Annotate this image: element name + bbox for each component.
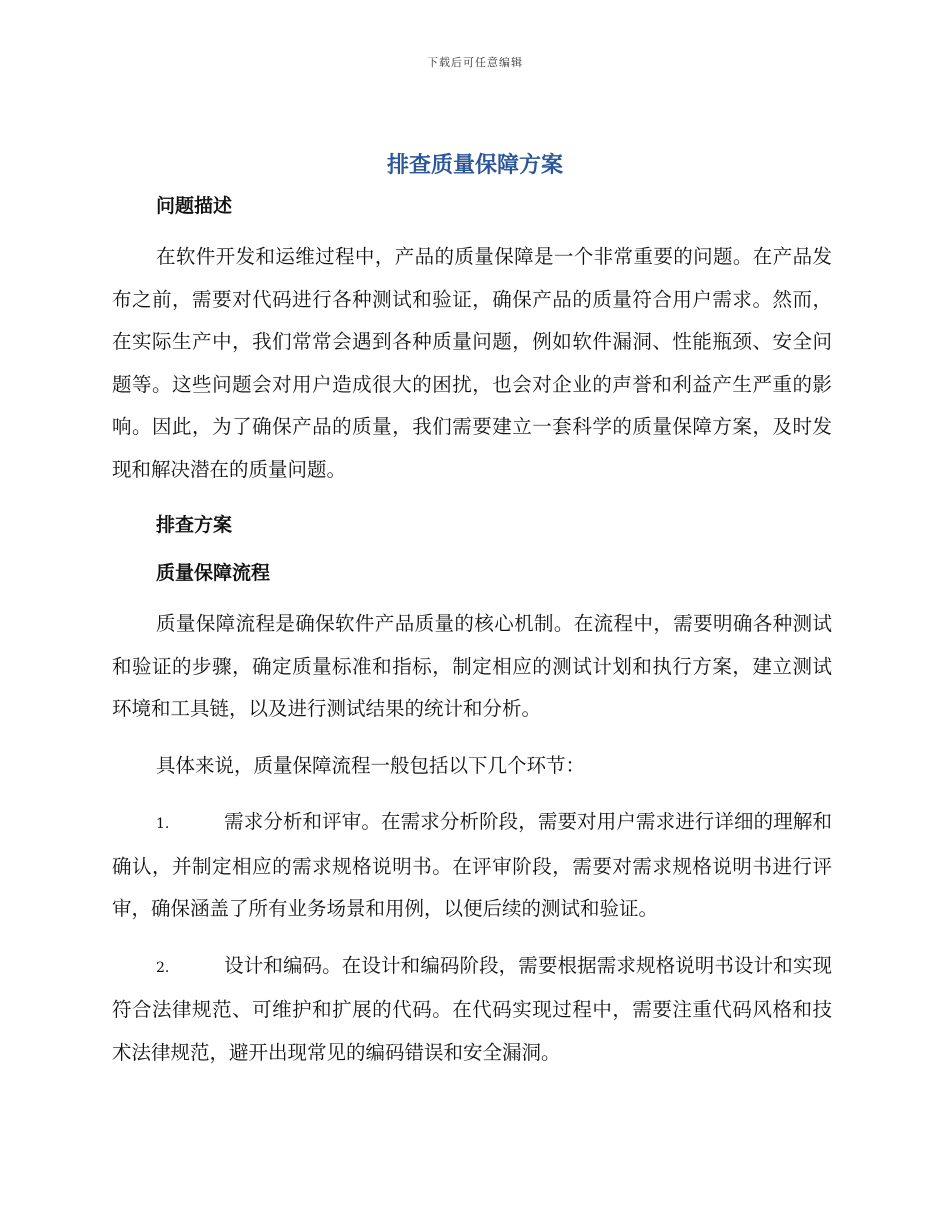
list-item-text: 设计和编码。在设计和编码阶段，需要根据需求规格说明书设计和实现符合法律规范、可维护和扩展的代码。在代码实现过程中，需要注重代码风格和技术法律规范，避开出现常见的编码错误和安全漏洞。 [112,953,832,1064]
page-header-note: 下载后可任意编辑 [427,56,523,69]
section-heading-process: 质量保障流程 [156,562,271,584]
list-item-number: 1. [156,816,170,832]
document-body [112,188,832,1074]
list-item-number: 2. [156,959,170,976]
section-heading-plan: 排查方案 [156,514,233,536]
paragraph-process: 质量保障流程是确保软件产品质量的核心机制。在流程中，需要明确各种测试和验证的步骤，确定质量标准和指标，制定相应的测试计划和执行方案，建立测试环境和工具链，以及进行测试结果的统计和分析。 [112,612,832,720]
list-item [112,945,832,1075]
paragraph-problem: 在软件开发和运维过程中，产品的质量保障是一个非常重要的问题。在产品发布之前，需要对代码进行各种测试和验证，确保产品的质量符合用户需求。然而，在实际生产中，我们常常会遇到各种质量问题，例如软件漏洞、性能瓶颈、安全问题等。这些问题会对用户造成很大的困扰，也会对企业的声誉和利益产生严重的影响。因此，为了确保产品的质量，我们需要建立一套科学的质量保障方案，及时发现和解决潜在的质量问题。 [112,245,832,481]
list-item-text: 需求分析和评审。在需求分析阶段，需要对用户需求进行详细的理解和确认，并制定相应的需求规格说明书。在评审阶段，需要对需求规格说明书进行评审，确保涵盖了所有业务场景和用例，以便后续的测试和验证。 [112,810,832,920]
section-heading-problem: 问题描述 [156,195,233,217]
paragraph-process-intro: 具体来说，质量保障流程一般包括以下几个环节： [156,753,586,777]
document-title: 排查质量保障方案 [386,153,563,178]
list-item [112,801,832,931]
